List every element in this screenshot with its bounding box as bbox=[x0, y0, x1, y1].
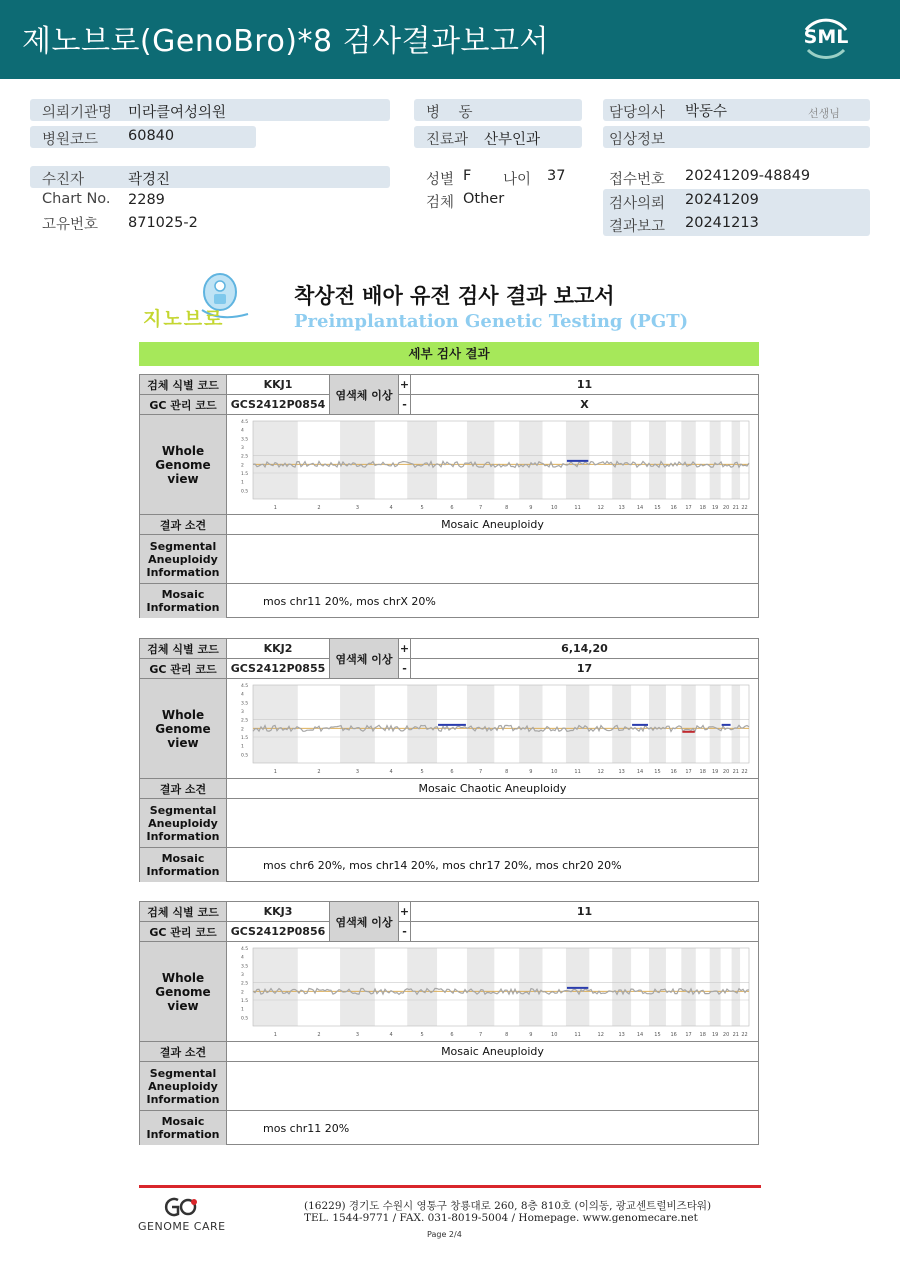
plus-value: 6,14,20 bbox=[411, 639, 759, 659]
chart-value: 2289 bbox=[128, 192, 165, 208]
sample-id-label: 검체 식별 코드 bbox=[140, 375, 227, 395]
sample-id-value: KKJ1 bbox=[227, 375, 330, 395]
x-tick-label: 15 bbox=[654, 769, 661, 775]
patient-label: 수진자 bbox=[42, 172, 85, 188]
y-tick-label: 2 bbox=[241, 727, 244, 733]
chart-label: Chart No. bbox=[42, 191, 111, 207]
segmental-label-line2: Aneuploidy bbox=[148, 1079, 218, 1093]
sample-table-2 bbox=[139, 638, 759, 882]
x-tick-label: 9 bbox=[529, 769, 533, 775]
x-tick-label: 17 bbox=[685, 505, 692, 511]
chromosome-band bbox=[612, 685, 631, 763]
header-bar bbox=[0, 0, 900, 79]
report-date-label: 결과보고 bbox=[609, 219, 666, 235]
id-value: 871025-2 bbox=[128, 215, 198, 231]
x-tick-label: 11 bbox=[574, 1032, 581, 1038]
report-title: 착상전 배아 유전 검사 결과 보고서 bbox=[294, 284, 615, 308]
genome-care-text: GENOME CARE bbox=[138, 1220, 226, 1233]
genome-care-icon bbox=[160, 1196, 204, 1218]
chromosome-band bbox=[340, 948, 375, 1026]
y-tick-label: 0.5 bbox=[241, 1016, 249, 1022]
plot-frame bbox=[253, 685, 749, 763]
chromosome-band bbox=[519, 685, 542, 763]
x-tick-label: 18 bbox=[699, 505, 706, 511]
x-tick-label: 9 bbox=[529, 505, 533, 511]
sml-logo-text: SML bbox=[803, 26, 849, 48]
x-tick-label: 19 bbox=[711, 505, 719, 511]
y-tick-label: 1 bbox=[241, 744, 244, 750]
segmental-label bbox=[140, 799, 227, 848]
sample-id-label: 검체 식별 코드 bbox=[140, 639, 227, 659]
segmental-label-line1: Segmental bbox=[149, 539, 217, 553]
x-tick-label: 13 bbox=[618, 505, 625, 511]
x-tick-label: 20 bbox=[722, 505, 730, 511]
section-title: 세부 검사 결과 bbox=[139, 342, 759, 366]
gc-code-value: GCS2412P0855 bbox=[227, 659, 330, 679]
x-tick-label: 2 bbox=[317, 505, 321, 511]
segmental-label-line3: Information bbox=[146, 829, 220, 843]
chrom-abn-label: 염색체 이상 bbox=[330, 375, 399, 415]
institution-label: 의뢰기관명 bbox=[42, 105, 113, 121]
mosaic-label bbox=[140, 1111, 227, 1145]
sample-table-1 bbox=[139, 374, 759, 618]
chromosome-band bbox=[710, 685, 721, 763]
chromosome-band bbox=[340, 685, 375, 763]
genome-care-logo bbox=[160, 1196, 204, 1218]
mosaic-value: mos chr11 20%, mos chrX 20% bbox=[227, 584, 759, 618]
x-tick-label: 2 bbox=[317, 769, 321, 775]
x-tick-label: 4 bbox=[389, 1032, 393, 1038]
y-tick-label: 4 bbox=[241, 428, 244, 434]
sample-id-label: 검체 식별 코드 bbox=[140, 902, 227, 922]
footer-contact: TEL. 1544-9771 / FAX. 031-8019-5004 / Homepage. www.genomecare.net bbox=[304, 1212, 698, 1224]
gc-code-label: GC 관리 코드 bbox=[140, 395, 227, 415]
x-tick-label: 8 bbox=[505, 769, 509, 775]
chromosome-band bbox=[253, 421, 298, 499]
receipt-label: 접수번호 bbox=[609, 172, 666, 188]
gc-code-value: GCS2412P0856 bbox=[227, 922, 330, 942]
x-tick-label: 5 bbox=[420, 1032, 424, 1038]
wgv-label-line3: view bbox=[167, 735, 199, 750]
x-tick-label: 10 bbox=[551, 505, 558, 511]
ward-label: 병 동 bbox=[426, 105, 473, 121]
x-tick-label: 9 bbox=[529, 1032, 533, 1038]
clinical-label: 임상정보 bbox=[609, 132, 666, 148]
chromosome-band bbox=[467, 421, 494, 499]
y-tick-label: 3 bbox=[241, 710, 244, 715]
segmental-value bbox=[227, 799, 759, 848]
x-tick-label: 14 bbox=[636, 505, 644, 511]
doctor-suffix: 선생님 bbox=[808, 107, 840, 120]
chromosome-band bbox=[732, 421, 740, 499]
wgv-cell bbox=[227, 679, 759, 779]
y-tick-label: 4 bbox=[241, 955, 244, 961]
footer-divider bbox=[139, 1185, 761, 1188]
y-tick-label: 4.5 bbox=[241, 684, 249, 689]
x-tick-label: 8 bbox=[505, 1032, 509, 1038]
request-value: 20241209 bbox=[685, 192, 759, 208]
wgv-label-line1: Whole bbox=[161, 707, 205, 722]
wgv-label-line3: view bbox=[167, 998, 199, 1013]
y-tick-label: 3 bbox=[241, 446, 244, 451]
x-tick-label: 6 bbox=[450, 505, 454, 511]
wgv-label-line2: Genome bbox=[155, 984, 211, 999]
x-tick-label: 7 bbox=[479, 769, 483, 775]
y-tick-label: 2 bbox=[241, 463, 244, 469]
chromosome-band bbox=[649, 685, 666, 763]
mosaic-label bbox=[140, 848, 227, 882]
sample-id-value: KKJ2 bbox=[227, 639, 330, 659]
chrom-abn-label: 염색체 이상 bbox=[330, 639, 399, 679]
minus-sign: - bbox=[399, 659, 411, 679]
y-tick-label: 1.5 bbox=[241, 999, 249, 1004]
wgv-label bbox=[140, 415, 227, 515]
report-date-value: 20241213 bbox=[685, 215, 759, 231]
chromosome-band bbox=[681, 685, 695, 763]
finding-value: Mosaic Aneuploidy bbox=[227, 515, 759, 535]
mosaic-label-line2: Information bbox=[146, 601, 220, 614]
specimen-label: 검체 bbox=[426, 195, 455, 211]
doctor-value: 박동수 bbox=[685, 104, 728, 120]
chromosome-band bbox=[710, 948, 721, 1026]
x-tick-label: 6 bbox=[450, 1032, 454, 1038]
x-tick-label: 17 bbox=[685, 1032, 692, 1038]
y-tick-label: 4.5 bbox=[241, 947, 249, 952]
x-tick-label: 21 bbox=[732, 505, 740, 511]
y-tick-label: 1.5 bbox=[241, 736, 249, 741]
x-tick-label: 10 bbox=[551, 769, 558, 775]
hospital-code-label: 병원코드 bbox=[42, 132, 99, 148]
y-tick-label: 3 bbox=[241, 973, 244, 978]
age-value: 37 bbox=[547, 168, 566, 184]
chromosome-band bbox=[519, 421, 542, 499]
x-tick-label: 10 bbox=[551, 1032, 558, 1038]
x-tick-label: 20 bbox=[722, 769, 730, 775]
wgv-label-line2: Genome bbox=[155, 721, 211, 736]
x-tick-label: 12 bbox=[597, 1032, 604, 1038]
chromosome-band bbox=[407, 685, 437, 763]
chromosome-band bbox=[253, 948, 298, 1026]
x-tick-label: 5 bbox=[420, 505, 424, 511]
plus-sign: + bbox=[399, 375, 411, 395]
page-number: Page 2/4 bbox=[427, 1230, 462, 1239]
x-tick-label: 13 bbox=[618, 1032, 625, 1038]
segmental-value bbox=[227, 535, 759, 584]
chrom-abn-label: 염색체 이상 bbox=[330, 902, 399, 942]
chromosome-band bbox=[467, 948, 494, 1026]
x-tick-label: 19 bbox=[711, 769, 719, 775]
x-tick-label: 17 bbox=[685, 769, 692, 775]
patient-value: 곽경진 bbox=[128, 172, 171, 188]
x-tick-label: 1 bbox=[273, 1032, 277, 1038]
minus-sign: - bbox=[399, 922, 411, 942]
mosaic-value: mos chr11 20% bbox=[227, 1111, 759, 1145]
institution-value: 미라클여성의원 bbox=[128, 105, 227, 121]
x-tick-label: 22 bbox=[741, 505, 748, 511]
wgv-label-line1: Whole bbox=[161, 443, 205, 458]
segmental-label-line1: Segmental bbox=[149, 803, 217, 817]
x-tick-label: 13 bbox=[618, 769, 625, 775]
x-tick-label: 1 bbox=[273, 769, 277, 775]
minus-value: X bbox=[411, 395, 759, 415]
y-tick-label: 1 bbox=[241, 480, 244, 486]
y-tick-label: 3.5 bbox=[241, 437, 249, 443]
x-tick-label: 18 bbox=[699, 1032, 706, 1038]
dept-label: 진료과 bbox=[426, 132, 469, 148]
x-tick-label: 21 bbox=[732, 769, 740, 775]
y-tick-label: 2.5 bbox=[241, 981, 249, 987]
gc-code-label: GC 관리 코드 bbox=[140, 659, 227, 679]
x-tick-label: 12 bbox=[597, 769, 604, 775]
segmental-label-line3: Information bbox=[146, 565, 220, 579]
x-tick-label: 2 bbox=[317, 1032, 321, 1038]
finding-value: Mosaic Chaotic Aneuploidy bbox=[227, 779, 759, 799]
chromosome-band bbox=[467, 685, 494, 763]
x-tick-label: 18 bbox=[699, 769, 706, 775]
chromosome-band bbox=[732, 948, 740, 1026]
y-tick-label: 3.5 bbox=[241, 964, 249, 970]
minus-sign: - bbox=[399, 395, 411, 415]
chromosome-band bbox=[519, 948, 542, 1026]
x-tick-label: 1 bbox=[273, 505, 277, 511]
x-tick-label: 3 bbox=[355, 505, 360, 511]
wgv-label-line1: Whole bbox=[161, 970, 205, 985]
plus-value: 11 bbox=[411, 902, 759, 922]
x-tick-label: 4 bbox=[389, 769, 393, 775]
finding-value: Mosaic Aneuploidy bbox=[227, 1042, 759, 1062]
sex-value: F bbox=[463, 168, 472, 184]
request-label: 검사의뢰 bbox=[609, 196, 666, 212]
y-tick-label: 4.5 bbox=[241, 420, 249, 425]
y-tick-label: 0.5 bbox=[241, 489, 249, 495]
sample-id-value: KKJ3 bbox=[227, 902, 330, 922]
x-tick-label: 4 bbox=[389, 505, 393, 511]
x-tick-label: 12 bbox=[597, 505, 604, 511]
chromosome-band bbox=[732, 685, 740, 763]
dept-value: 산부인과 bbox=[484, 132, 541, 148]
segmental-label-line2: Aneuploidy bbox=[148, 816, 218, 830]
segmental-label-line1: Segmental bbox=[149, 1066, 217, 1080]
x-tick-label: 7 bbox=[479, 1032, 483, 1038]
whole-genome-plot bbox=[239, 944, 753, 1040]
y-tick-label: 2.5 bbox=[241, 718, 249, 724]
y-tick-label: 0.5 bbox=[241, 753, 249, 759]
whole-genome-plot bbox=[239, 681, 753, 777]
segmental-label-line3: Information bbox=[146, 1092, 220, 1106]
wgv-cell bbox=[227, 415, 759, 515]
minus-value bbox=[411, 922, 759, 942]
y-tick-label: 3.5 bbox=[241, 701, 249, 707]
minus-value: 17 bbox=[411, 659, 759, 679]
x-tick-label: 3 bbox=[355, 769, 360, 775]
x-tick-label: 21 bbox=[732, 1032, 740, 1038]
x-tick-label: 16 bbox=[670, 505, 677, 511]
chromosome-band bbox=[649, 421, 666, 499]
chromosome-band bbox=[612, 948, 631, 1026]
chromosome-band bbox=[253, 685, 298, 763]
x-tick-label: 22 bbox=[741, 769, 748, 775]
mosaic-label-line1: Mosaic bbox=[161, 588, 205, 601]
mosaic-label-line2: Information bbox=[146, 1128, 220, 1141]
gc-code-label: GC 관리 코드 bbox=[140, 922, 227, 942]
y-tick-label: 4 bbox=[241, 692, 244, 698]
mosaic-value: mos chr6 20%, mos chr14 20%, mos chr17 20%, mos chr20 20% bbox=[227, 848, 759, 882]
finding-label: 결과 소견 bbox=[140, 779, 227, 799]
x-tick-label: 7 bbox=[479, 505, 483, 511]
sml-logo bbox=[798, 14, 854, 64]
x-tick-label: 15 bbox=[654, 505, 661, 511]
x-tick-label: 22 bbox=[741, 1032, 748, 1038]
y-tick-label: 1.5 bbox=[241, 472, 249, 477]
x-tick-label: 16 bbox=[670, 769, 677, 775]
x-tick-label: 15 bbox=[654, 1032, 661, 1038]
chromosome-band bbox=[566, 685, 589, 763]
plot-frame bbox=[253, 421, 749, 499]
plus-value: 11 bbox=[411, 375, 759, 395]
sex-label: 성별 bbox=[426, 172, 455, 188]
receipt-value: 20241209-48849 bbox=[685, 168, 811, 184]
finding-label: 결과 소견 bbox=[140, 515, 227, 535]
segmental-label-line2: Aneuploidy bbox=[148, 552, 218, 566]
chromosome-band bbox=[340, 421, 375, 499]
wgv-label-line2: Genome bbox=[155, 457, 211, 472]
specimen-value: Other bbox=[463, 191, 505, 207]
segmental-label bbox=[140, 1062, 227, 1111]
chromosome-band bbox=[681, 421, 695, 499]
segmental-value bbox=[227, 1062, 759, 1111]
x-tick-label: 11 bbox=[574, 769, 581, 775]
chromosome-band bbox=[612, 421, 631, 499]
chromosome-band bbox=[649, 948, 666, 1026]
x-tick-label: 8 bbox=[505, 505, 509, 511]
y-tick-label: 2 bbox=[241, 990, 244, 996]
age-label: 나이 bbox=[503, 172, 532, 188]
mosaic-label bbox=[140, 584, 227, 618]
sample-table-3 bbox=[139, 901, 759, 1145]
whole-genome-plot bbox=[239, 417, 753, 513]
hospital-code-value: 60840 bbox=[128, 128, 175, 144]
plus-sign: + bbox=[399, 639, 411, 659]
x-tick-label: 14 bbox=[636, 769, 644, 775]
y-tick-label: 1 bbox=[241, 1007, 244, 1013]
mosaic-label-line2: Information bbox=[146, 865, 220, 878]
x-tick-label: 20 bbox=[722, 1032, 730, 1038]
document-title: 제노브로(GenoBro)*8 검사결과보고서 bbox=[22, 24, 549, 59]
plus-sign: + bbox=[399, 902, 411, 922]
mosaic-label-line1: Mosaic bbox=[161, 852, 205, 865]
wgv-cell bbox=[227, 942, 759, 1042]
report-subtitle: Preimplantation Genetic Testing (PGT) bbox=[294, 311, 689, 332]
x-tick-label: 19 bbox=[711, 1032, 719, 1038]
x-tick-label: 14 bbox=[636, 1032, 644, 1038]
chromosome-band bbox=[710, 421, 721, 499]
x-tick-label: 5 bbox=[420, 769, 424, 775]
mosaic-label-line1: Mosaic bbox=[161, 1115, 205, 1128]
id-label: 고유번호 bbox=[42, 217, 99, 233]
x-tick-label: 16 bbox=[670, 1032, 677, 1038]
chromosome-band bbox=[407, 421, 437, 499]
wgv-label-line3: view bbox=[167, 471, 199, 486]
segmental-label bbox=[140, 535, 227, 584]
x-tick-label: 6 bbox=[450, 769, 454, 775]
x-tick-label: 11 bbox=[574, 505, 581, 511]
wgv-label bbox=[140, 942, 227, 1042]
chromosome-band bbox=[681, 948, 695, 1026]
finding-label: 결과 소견 bbox=[140, 1042, 227, 1062]
wgv-label bbox=[140, 679, 227, 779]
plot-frame bbox=[253, 948, 749, 1026]
chromosome-band bbox=[407, 948, 437, 1026]
gc-code-value: GCS2412P0854 bbox=[227, 395, 330, 415]
footer-address: (16229) 경기도 수원시 영통구 창룡대로 260, 8층 810호 (이의동, 광교센트럴비즈타워) bbox=[304, 1200, 712, 1212]
x-tick-label: 3 bbox=[355, 1032, 360, 1038]
genobro-logo-text: 지노브로 bbox=[143, 308, 225, 330]
y-tick-label: 2.5 bbox=[241, 454, 249, 460]
doctor-label: 담당의사 bbox=[609, 105, 666, 121]
